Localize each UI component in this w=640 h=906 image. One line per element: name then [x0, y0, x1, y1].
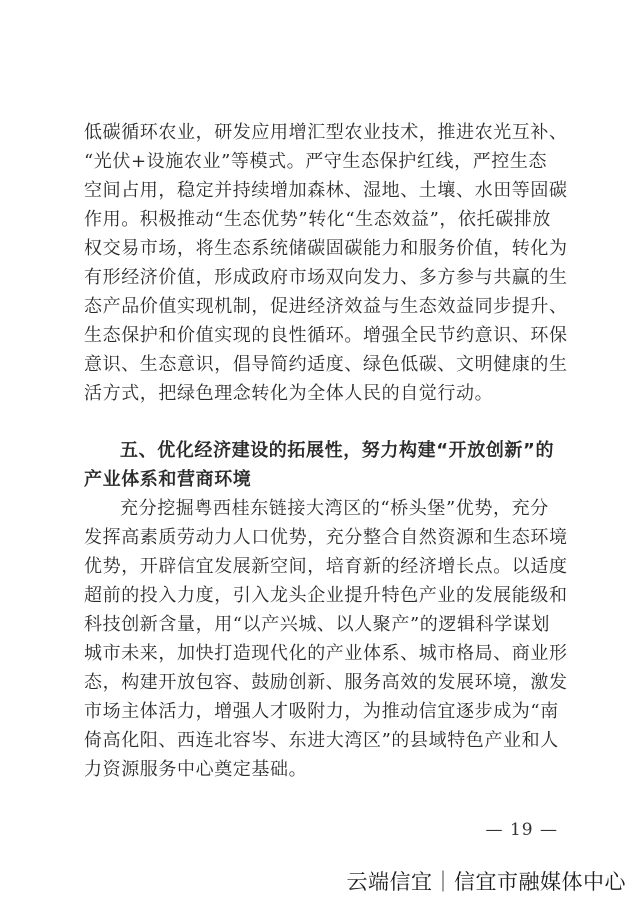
paragraph-line: 态，构建开放包容、鼓励创新、服务高效的发展环境，激发 — [84, 672, 568, 693]
paragraph-line: 空间占用，稳定并持续增加森林、湿地、土壤、水田等固碳 — [84, 180, 568, 201]
paragraph-line: 市场主体活力，增强人才吸附力，为推动信宜逐步成为“南 — [84, 701, 559, 722]
heading-line: 五、优化经济建设的拓展性，努力构建“开放创新”的 — [120, 440, 555, 461]
paragraph-line: 科技创新含量，用“以产兴城、以人聚产”的逻辑科学谋划 — [84, 614, 551, 635]
paragraph-line: 发挥高素质劳动力人口优势，充分整合自然资源和生态环境 — [84, 527, 568, 548]
section-heading — [120, 436, 560, 465]
paragraph-line: “光伏+设施农业”等模式。严守生态保护红线，严控生态 — [84, 151, 548, 172]
paragraph-line: 充分挖掘粤西桂东链接大湾区的“桥头堡”优势，充分 — [120, 498, 549, 519]
page-number: — 19 — — [485, 820, 558, 840]
paragraph-line: 优势，开辟信宜发展新空间，培育新的经济增长点。以适度 — [84, 556, 568, 577]
paragraph-line: 有形经济价值，形成政府市场双向发力、多方参与共赢的生 — [84, 267, 568, 288]
watermark-caption: 云端信宜｜信宜市融媒体中心 — [346, 870, 626, 894]
paragraph-line: 权交易市场，将生态系统储碳固碳能力和服务价值，转化为 — [84, 238, 568, 259]
paragraph-line: 力资源服务中心奠定基础。 — [84, 759, 308, 780]
paragraph-line: 生态保护和价值实现的良性循环。增强全民节约意识、环保 — [84, 325, 568, 346]
section-heading-continued — [84, 465, 560, 494]
paragraph-1 — [84, 118, 568, 408]
paragraph-line: 活方式，把绿色理念转化为全体人民的自觉行动。 — [84, 383, 494, 404]
paragraph-2 — [84, 494, 568, 784]
paragraph-line: 态产品价值实现机制，促进经济效益与生态效益同步提升、 — [84, 296, 568, 317]
paragraph-line: 超前的投入力度，引入龙头企业提升特色产业的发展能级和 — [84, 585, 568, 606]
paragraph-line: 低碳循环农业，研发应用增汇型农业技术，推进农光互补、 — [84, 122, 568, 143]
paragraph-line: 作用。积极推动“生态优势”转化“生态效益”，依托碳排放 — [84, 209, 552, 230]
paragraph-line: 意识、生态意识，倡导简约适度、绿色低碳、文明健康的生 — [84, 354, 568, 375]
heading-line: 产业体系和营商环境 — [84, 469, 252, 490]
paragraph-line: 城市未来，加快打造现代化的产业体系、城市格局、商业形 — [84, 643, 568, 664]
paragraph-line: 倚高化阳、西连北容岑、东进大湾区”的县域特色产业和人 — [84, 730, 559, 751]
